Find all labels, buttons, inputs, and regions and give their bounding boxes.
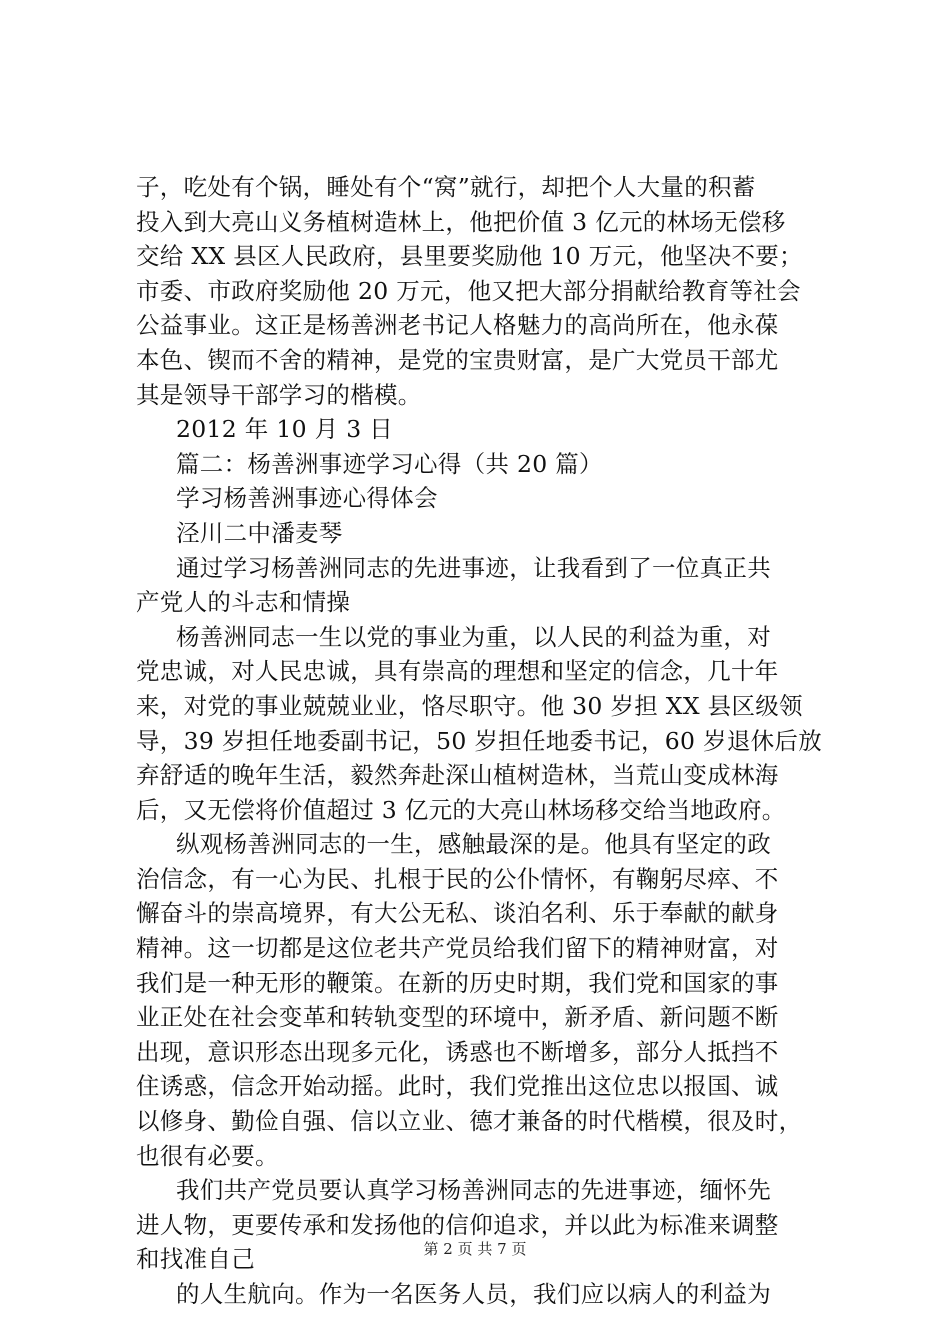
text-line: 交给 XX 县区人民政府，县里要奖励他 10 万元，他坚决不要； bbox=[136, 242, 803, 271]
text-line: 通过学习杨善洲同志的先进事迹，让我看到了一位真正共 bbox=[176, 553, 771, 582]
text-line: 子，吃处有个锅，睡处有个“窝”就行，却把个人大量的积蓄 bbox=[136, 173, 756, 201]
page-footer: 第 2 页 共 7 页 bbox=[423, 1240, 527, 1258]
text-line: 导，39 岁担任地委副书记，50 岁担任地委书记，60 岁退休后放 bbox=[136, 726, 823, 755]
text-line: 弃舒适的晚年生活，毅然奔赴深山植树造林，当荒山变成林海 bbox=[136, 761, 779, 790]
text-line: 进人物，更要传承和发扬他的信仰追求，并以此为标准来调整 bbox=[136, 1210, 779, 1239]
text-line: 后，又无偿将价值超过 3 亿元的大亮山林场移交给当地政府。 bbox=[136, 795, 786, 824]
text-line: 公益事业。这正是杨善洲老书记人格魅力的高尚所在，他永葆 bbox=[136, 311, 779, 340]
text-line: 篇二：杨善洲事迹学习心得（共 20 篇） bbox=[176, 449, 603, 478]
text-line: 来，对党的事业兢兢业业，恪尽职守。他 30 岁担 XX 县区级领 bbox=[136, 691, 803, 720]
text-line: 精神。这一切都是这位老共产党员给我们留下的精神财富，对 bbox=[136, 934, 779, 963]
text-line: 业正处在社会变革和转轨变型的环境中，新矛盾、新问题不断 bbox=[136, 1003, 779, 1032]
text-line: 投入到大亮山义务植树造林上，他把价值 3 亿元的林场无偿移 bbox=[136, 207, 786, 236]
document-body bbox=[136, 170, 848, 1312]
text-line: 的人生航向。作为一名医务人员，我们应以病人的利益为 bbox=[176, 1280, 771, 1308]
text-line: 2012 年 10 月 3 日 bbox=[176, 415, 394, 444]
text-line: 本色、锲而不舍的精神，是党的宝贵财富，是广大党员干部尤 bbox=[136, 345, 779, 374]
text-line: 出现，意识形态出现多元化，诱惑也不断增多，部分人抵挡不 bbox=[136, 1037, 779, 1066]
text-line: 泾川二中潘麦琴 bbox=[176, 518, 343, 547]
text-line: 和找准自己 bbox=[136, 1245, 255, 1274]
text-line: 我们共产党员要认真学习杨善洲同志的先进事迹，缅怀先 bbox=[176, 1176, 771, 1205]
text-line: 住诱惑，信念开始动摇。此时，我们党推出这位忠以报国、诚 bbox=[136, 1072, 779, 1101]
text-line: 杨善洲同志一生以党的事业为重，以人民的利益为重，对 bbox=[176, 622, 771, 651]
text-line: 我们是一种无形的鞭策。在新的历史时期，我们党和国家的事 bbox=[136, 968, 779, 997]
text-line: 产党人的斗志和情操 bbox=[136, 588, 351, 617]
text-line: 党忠诚，对人民忠诚，具有崇高的理想和坚定的信念，几十年 bbox=[136, 657, 779, 686]
text-line: 学习杨善洲事迹心得体会 bbox=[176, 484, 438, 513]
text-line: 也很有必要。 bbox=[136, 1141, 279, 1170]
text-line: 以修身、勤俭自强、信以立业、德才兼备的时代楷模，很及时， bbox=[136, 1107, 803, 1136]
text-line: 治信念，有一心为民、扎根于民的公仆情怀，有鞠躬尽瘁、不 bbox=[136, 864, 779, 893]
text-line: 懈奋斗的崇高境界，有大公无私、谈泊名利、乐于奉献的献身 bbox=[136, 899, 779, 928]
text-line: 市委、市政府奖励他 20 万元，他又把大部分捐献给教育等社会 bbox=[136, 276, 801, 305]
text-line: 其是领导干部学习的楷模。 bbox=[136, 380, 422, 409]
text-line: 纵观杨善洲同志的一生，感触最深的是。他具有坚定的政 bbox=[176, 830, 771, 859]
